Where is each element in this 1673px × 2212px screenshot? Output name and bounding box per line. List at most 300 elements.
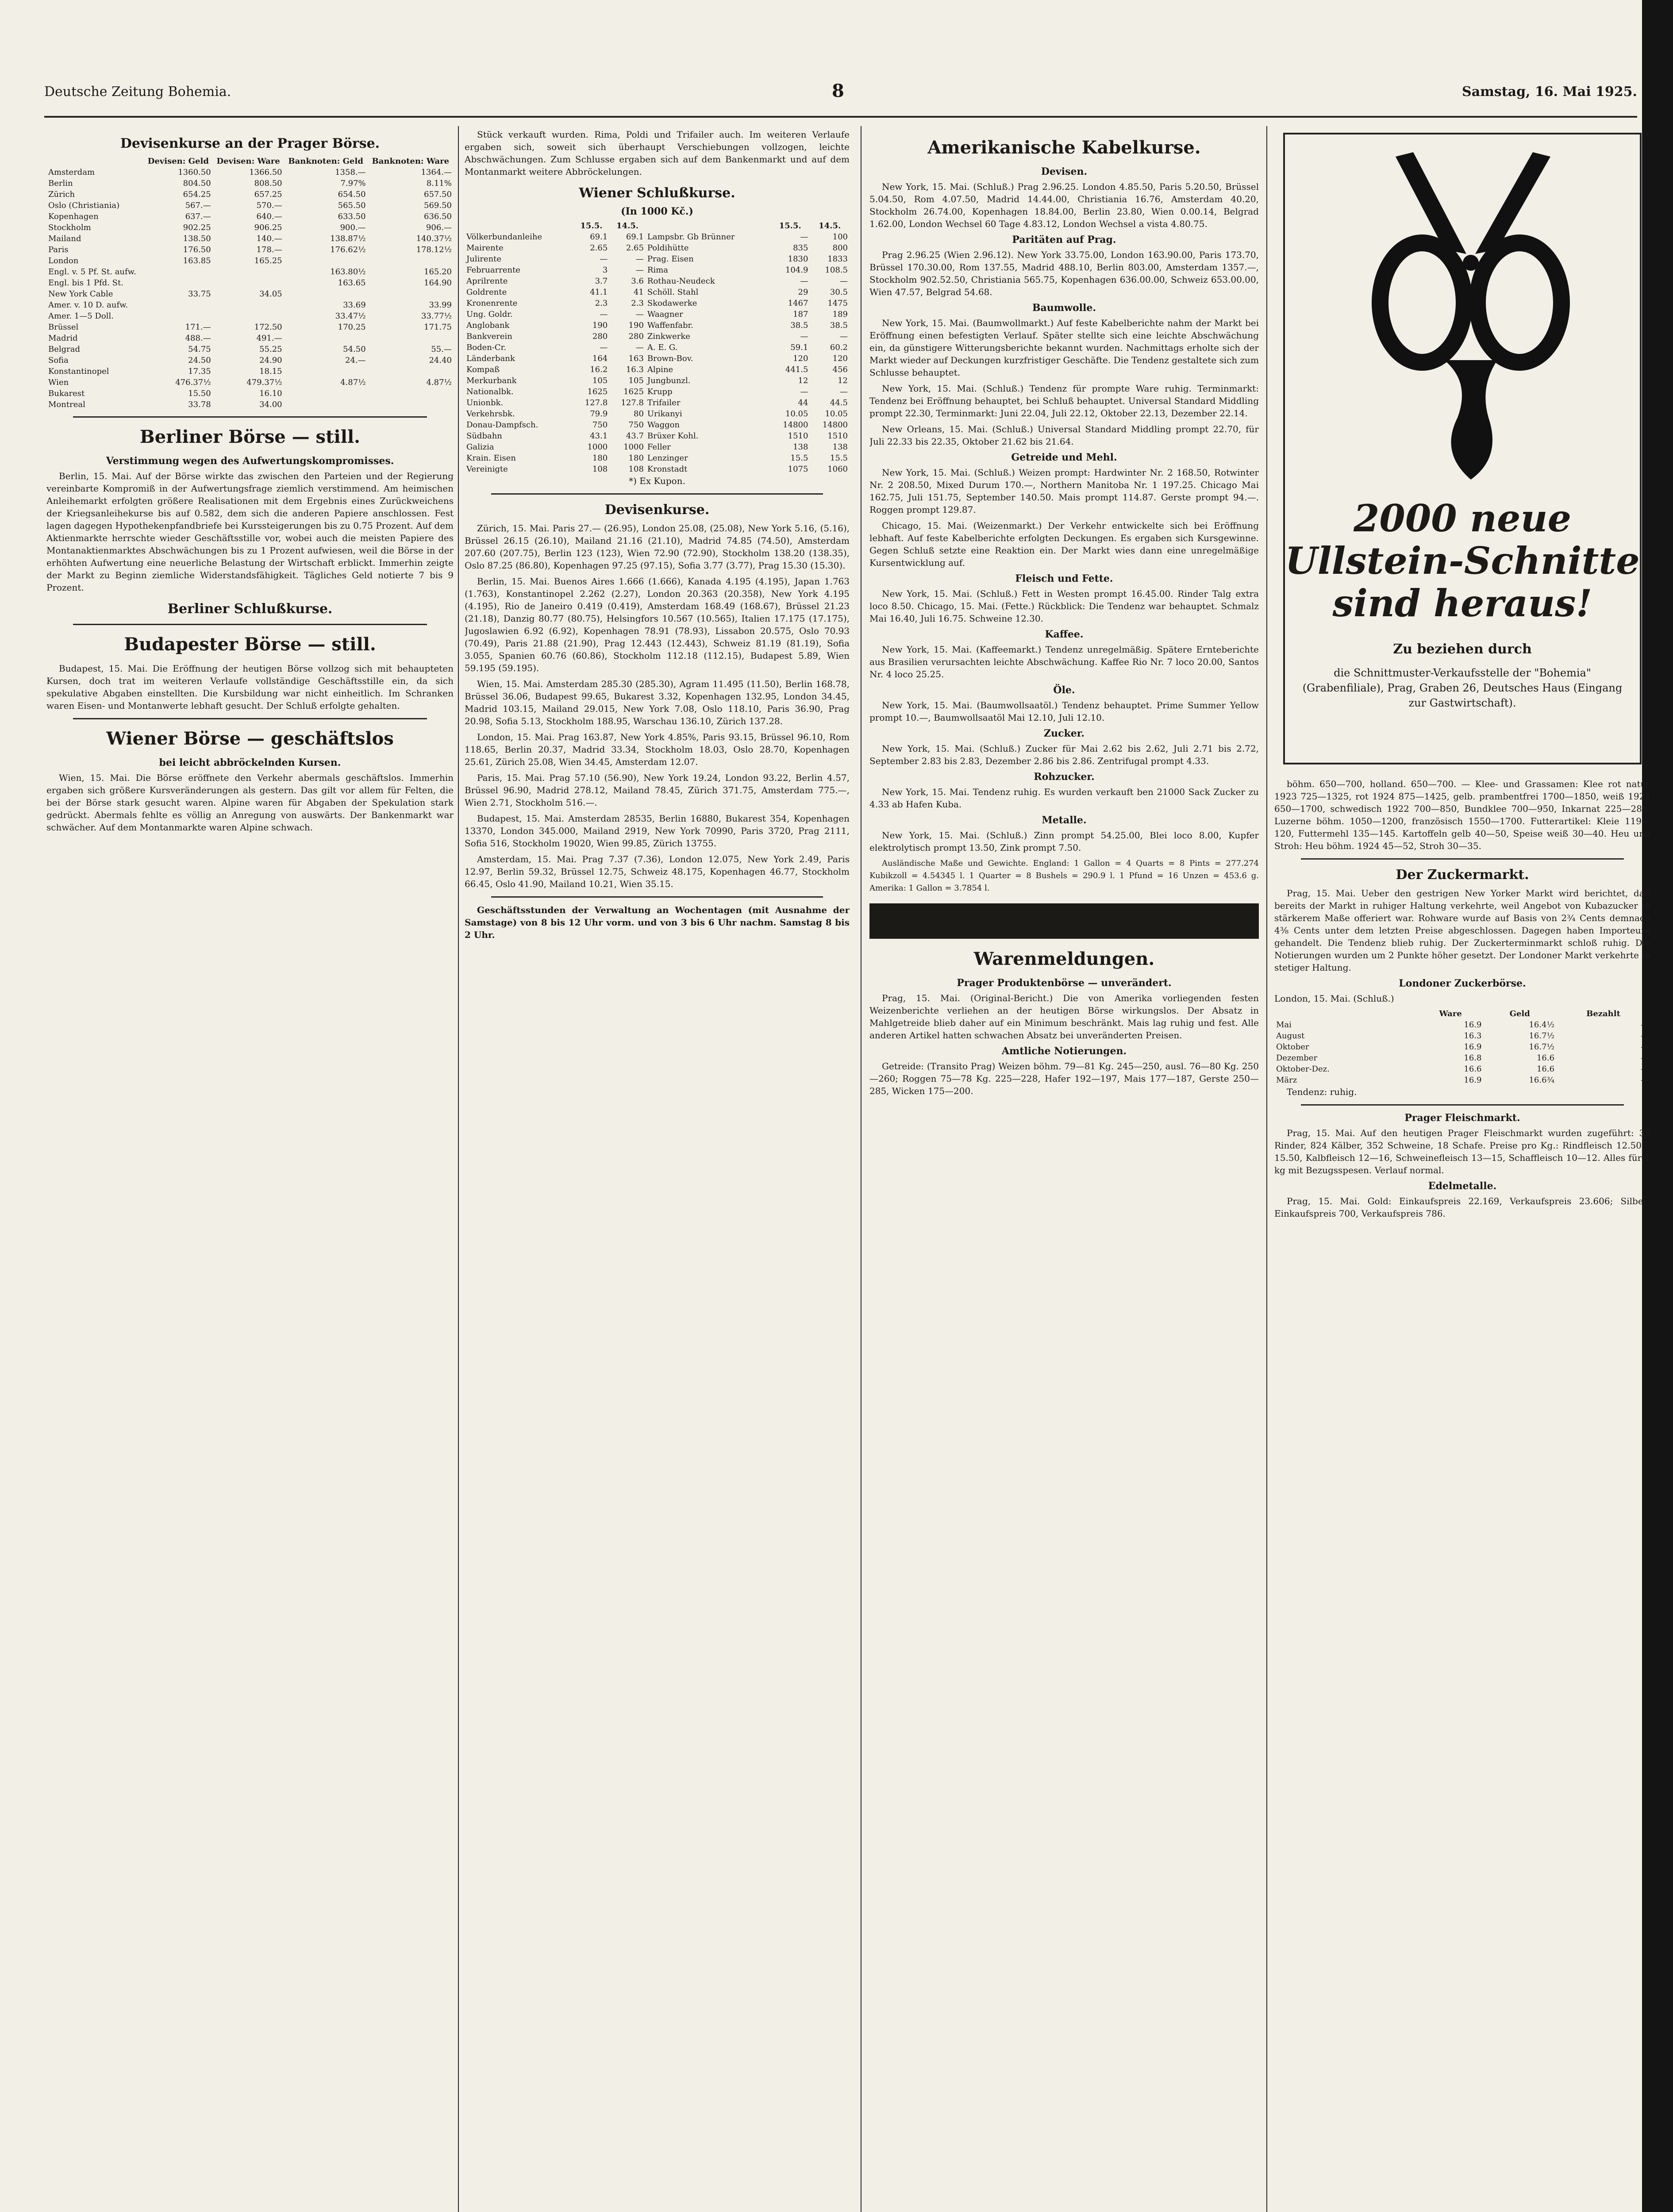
table-cell: —	[840, 332, 848, 341]
table-cell: Amer. v. 10 D. aufw.	[48, 300, 128, 310]
table-cell	[368, 255, 454, 266]
table-row	[1274, 1019, 1650, 1030]
table-cell: 16.2	[590, 365, 608, 374]
table-cell: 1360.50	[178, 168, 211, 177]
table-row	[465, 442, 850, 453]
column-rule-3	[1266, 126, 1267, 2212]
wiener-table	[465, 220, 850, 475]
table-cell: 34.00	[259, 400, 282, 409]
table-cell: 750	[628, 420, 644, 430]
table-row	[1274, 1064, 1650, 1075]
table-cell: 16.9	[1464, 1020, 1482, 1029]
table-header-cell: Bezahlt	[1586, 1009, 1620, 1018]
zuckermarkt-text: Prag, 15. Mai. Ueber den gestrigen New Yorker Markt wird berichtet, daß bereits der Markt in ruhiger Haltung verkehrte, weil Angebot von Kubazucker in stärkerem Maße offeriert war. Rohware wurde auf Basis von 2¾ Cents demnach 4⅜ Cents unter dem letzten Preise abgeschlossen. Dagegen haben Importeure gehandelt. Die Tendenz blieb ruhig. Der Zuckerterminmarkt schloß ruhig. Die Notierungen wurden um 2 Punkte höher gesetzt. Der Londoner Markt verkehrte in stetiger Haltung.	[1274, 888, 1650, 973]
table-cell: Poldihütte	[647, 243, 689, 253]
table-cell: 80	[634, 409, 644, 419]
table-cell: 172.50	[254, 323, 282, 332]
grain-text: New York, 15. Mai. (Schluß.) Weizen prompt: Hardwinter Nr. 2 168.50, Rotwinter Nr. 2 208.50, Mixed Durum 170.—, Northern Manitoba Nr. 1 197.25. Chicago Mai 162.75, Juli 151.75, September 140.50. Mais prompt 114.87. Gerste prompt 94.—. Roggen prompt 129.87.	[869, 467, 1259, 515]
table-cell: Konstantinopel	[48, 367, 109, 376]
table-header-cell: Banknoten: Ware	[372, 157, 450, 166]
devisen2-heading: Devisenkurse.	[604, 502, 710, 518]
table-cell: 15.5	[790, 453, 808, 463]
measures-text: Ausländische Maße und Gewichte. England: 1 Gallon = 4 Quarts = 8 Pints = 277.274 Kubikzoll = 4.54345 l. 1 Quarter = 8 Bushels = 290.9 l. 1 Pfund = 16 Unzen = 453.6 g. Amerika: 1 Gallon = 3.7854 l.	[869, 859, 1259, 893]
table-cell: 1475	[827, 299, 848, 308]
table-cell: 34.05	[259, 289, 282, 299]
table-row	[1274, 1075, 1650, 1086]
table-row	[46, 333, 454, 344]
table-cell: 1833	[827, 254, 848, 264]
table-cell: Brüssel	[48, 323, 79, 332]
table-cell: 33.75	[188, 289, 211, 299]
table-cell: 900.—	[340, 223, 366, 232]
table-header-cell: Ware	[1439, 1009, 1462, 1018]
wien-heading: Wiener Börse — geschäftslos	[106, 728, 394, 749]
table-cell: 3.7	[595, 276, 608, 286]
table-cell: 1364.—	[421, 168, 452, 177]
table-cell	[213, 266, 284, 277]
table-cell: 163.80½	[330, 267, 366, 276]
table-cell	[144, 300, 213, 311]
table-cell: 1625	[587, 387, 608, 396]
table-cell: 108.5	[825, 265, 848, 275]
table-row	[465, 298, 850, 309]
paris-rates: Paris, 15. Mai. Prag 57.10 (56.90), New York 19.24, London 93.22, Berlin 4.57, Brüssel 96.90, Madrid 278.12, Mailand 78.45, Zürich 371.75, Amsterdam 775.—, Wien 2.71, Stockholm 516.—.	[465, 772, 850, 808]
table-cell: 906.—	[426, 223, 452, 232]
table-cell: 570.—	[256, 201, 282, 210]
berlin-subheading: Verstimmung wegen des Aufwertungskompromisses.	[106, 455, 394, 467]
table-cell: Mai	[1276, 1020, 1292, 1029]
table-row	[465, 419, 850, 430]
table-row	[46, 322, 454, 333]
table-row	[46, 200, 454, 211]
table-cell: Südbahn	[466, 431, 502, 441]
london-rates: London, 15. Mai. Prag 163.87, New York 4.85%, Paris 93.15, Brüssel 96.10, Rom 118.65, Berlin 20.37, Madrid 33.34, Stockholm 18.03, Oslo 28.70, Kopenhagen 25.61, Zürich 25.08, Wien 34.45, Amsterdam 12.07.	[465, 732, 850, 767]
table-cell: 163.85	[183, 256, 211, 265]
column-2	[465, 128, 850, 2212]
table-cell: 190	[592, 321, 608, 330]
table-cell: 176.50	[183, 245, 211, 254]
divider	[73, 416, 427, 418]
london-sugar-table	[1274, 1008, 1650, 1086]
table-cell	[368, 366, 454, 377]
table-header-cell: Devisen: Ware	[216, 157, 280, 166]
table-cell: 108	[592, 465, 608, 474]
newspaper-header	[44, 81, 1637, 111]
table-cell: 59.1	[790, 343, 808, 352]
table-cell: —	[800, 332, 808, 341]
table-cell: Februarrente	[466, 265, 520, 275]
table-cell: Alpine	[647, 365, 673, 374]
table-cell: 189	[832, 310, 848, 319]
table-cell: 15.5	[830, 453, 848, 463]
table-cell: 902.25	[183, 223, 211, 232]
zuckermarkt-heading: Der Zuckermarkt.	[1396, 867, 1529, 883]
table-cell: 41.1	[590, 288, 608, 297]
table-cell: 38.5	[830, 321, 848, 330]
table-cell: Kronstadt	[647, 465, 688, 474]
table-row	[46, 311, 454, 322]
oil-heading: Öle.	[1053, 684, 1075, 696]
ad-subline: Zu beziehen durch	[1393, 641, 1532, 657]
table-cell: 479.37½	[246, 378, 282, 387]
table-cell: 33.99	[429, 300, 452, 310]
divider	[73, 718, 427, 719]
table-cell: 180	[628, 453, 644, 463]
wiener-subheading: (In 1000 Kč.)	[621, 206, 693, 217]
table-cell: 804.50	[183, 179, 211, 188]
berlin-heading: Berliner Börse — still.	[139, 426, 361, 447]
table-row	[1274, 1030, 1650, 1041]
table-cell: Unionbk.	[466, 398, 504, 407]
table-cell: 906.25	[254, 223, 282, 232]
official-notes-heading: Amtliche Notierungen.	[1001, 1045, 1127, 1057]
table-cell: Oslo (Christiania)	[48, 201, 120, 210]
table-cell: 33.47½	[335, 311, 366, 321]
table-cell: 105	[628, 376, 644, 385]
table-cell: 16.9	[1464, 1075, 1482, 1085]
table-cell: —	[1641, 1031, 1649, 1041]
table-cell: 16.4½	[1529, 1020, 1555, 1029]
table-cell: 17.35	[188, 367, 211, 376]
table-cell: Trifailer	[647, 398, 681, 407]
table-cell: 1467	[788, 299, 808, 308]
chicago-text: Chicago, 15. Mai. (Weizenmarkt.) Der Verkehr entwickelte sich bei Eröffnung lebhaft. Auf feste Kabelberichte erfolgten Deckungen. Es ergaben sich Kursgewinne. Gegen Schluß setzte eine Reaktion ein. Der Markt wies dann eine unregelmäßige Kursentwicklung auf.	[869, 520, 1259, 568]
table-cell: Vereinigte	[466, 465, 508, 474]
table-cell: 16.6	[1464, 1064, 1482, 1074]
table-cell: 1625	[623, 387, 644, 396]
table-cell: 16.3	[626, 365, 644, 374]
column-3	[869, 128, 1259, 2212]
table-cell: 163.65	[338, 278, 366, 288]
table-cell: 800	[832, 243, 848, 253]
table-cell: 43.7	[626, 431, 644, 441]
table-cell: Krupp	[647, 387, 673, 396]
table-cell: 1000	[623, 442, 644, 452]
table-cell: 120	[832, 354, 848, 363]
table-cell: 104.9	[785, 265, 808, 275]
table-cell: Krain. Eisen	[466, 453, 516, 463]
table-cell: 79.9	[590, 409, 608, 419]
ad-headline-line-1: 2000 neue	[1353, 496, 1572, 540]
table-cell: 10.05	[785, 409, 808, 419]
table-cell: 441.5	[785, 365, 808, 374]
table-cell: 30.5	[830, 288, 848, 297]
table-row	[46, 288, 454, 300]
table-cell: 2.3	[595, 299, 608, 308]
table-cell: 2.65	[626, 243, 644, 253]
table-cell: Waffenfabr.	[647, 321, 693, 330]
table-cell: 16.10	[259, 389, 282, 398]
table-row	[465, 464, 850, 475]
table-cell: 140.37½	[416, 234, 452, 243]
table-cell: 171.—	[185, 323, 211, 332]
waren-heading: Warenmeldungen.	[973, 949, 1155, 969]
amsterdam-rates: Amsterdam, 15. Mai. Prag 7.37 (7.36), London 12.075, New York 2.49, Paris 12.97, Berlin 59.32, Brüssel 12.75, Schweiz 48.175, Kopenhagen 46.77, Stockholm 66.45, Oslo 41.90, Mailand 10.21, Wien 35.15.	[465, 854, 850, 889]
table-cell: 55.25	[259, 345, 282, 354]
table-row	[46, 399, 454, 410]
fleischmarkt-text: Prag, 15. Mai. Auf den heutigen Prager Fleischmarkt wurden zugeführt: 35 Rinder, 824 Kälber, 352 Schweine, 18 Schafe. Preise pro Kg.: Rindfleisch 12.50—15.50, Kalbfleisch 12—16, Schweinefleisch 13—15, Schaffleisch 10—12. Alles für 1 kg mit Bezugsspesen. Verlauf normal.	[1274, 1128, 1650, 1175]
table-cell	[284, 288, 368, 300]
cotton-close: New York, 15. Mai. (Schluß.) Tendenz für prompte Ware ruhig. Terminmarkt: Tendenz bei Eröffnung behauptet, bei Schluß behauptet. Universal Standard Middling prompt 22.30, Terminmarkt: Juni 22.04, Juli 22.12, Oktober 22.13, Dezember 22.14.	[869, 383, 1259, 419]
table-cell	[368, 399, 454, 410]
table-cell: —	[840, 276, 848, 286]
table-cell: Sofia	[48, 356, 69, 365]
table-row	[465, 265, 850, 276]
column-1	[46, 128, 454, 2212]
table-cell: Zürich	[48, 190, 75, 199]
table-cell: A. E. G.	[647, 343, 678, 352]
table-cell: 138.50	[183, 234, 211, 243]
table-cell: 138	[793, 442, 808, 452]
table-row	[465, 276, 850, 287]
rawsugar-heading: Rohzucker.	[1034, 771, 1095, 783]
table-cell: 8.11%	[426, 179, 452, 188]
table-cell: 24.90	[259, 356, 282, 365]
table-cell: Bukarest	[48, 389, 85, 398]
wiener-footnote: *) Ex Kupon.	[629, 476, 685, 486]
table-cell	[284, 399, 368, 410]
table-cell: 60.2	[830, 343, 848, 352]
prager-produkten-heading: Prager Produktenbörse — unverändert.	[957, 977, 1172, 989]
table-cell: 3.6	[631, 276, 644, 286]
table-cell: Bankverein	[466, 332, 512, 341]
ad-body: die Schnittmuster-Verkaufsstelle der "Bohemia" (Grabenfiliale), Prag, Graben 26, Deutsches Haus (Eingang zur Gastwirtschaft).	[1302, 667, 1623, 709]
oil-text: New York, 15. Mai. (Baumwollsaatöl.) Tendenz behauptet. Prime Summer Yellow prompt 10.—, Baumwollsaatöl Mai 12.10, Juli 12.10.	[869, 700, 1259, 723]
table-cell: Galizia	[466, 442, 494, 452]
berlin-article: Berlin, 15. Mai. Auf der Börse wirkte das zwischen den Parteien und der Regierung vereinbarte Kompromiß in der Aufwertungsfrage ziemlich verstimmend. Am heimischen Anleihemarkt erfolgten größere Realisationen mit dem Ergebnis eines Zurückweichens der Kriegsanleihekurse bis auf 0.582, dem sich die anderen Papiere anschlossen. Fest lagen dagegen Hypothekenpfandbriefe bei Kurssteigerungen bis zu 0.75 Prozent. Auf dem Aktienmarkte herrschte wieder Geschäftsstille vor, wobei auch die meisten Papiere des Montanaktienmarktes Abschwächungen bis zu 1 Prozent aufwiesen, weil die Börse in der erhöhten Aufwertung eine neuerliche Belastung der Wirtschaft erblickt. Immerhin zeigte der Markt zu Beginn ziemliche Widerstandsfähigkeit. Tägliches Geld notierte 7 bis 9 Prozent.	[46, 471, 454, 593]
table-cell: 16.7½	[1529, 1031, 1555, 1041]
table-cell: 38.5	[790, 321, 808, 330]
table-cell: 488.—	[185, 334, 211, 343]
meat-heading: Fleisch und Fette.	[1015, 573, 1113, 584]
table-cell: —	[1641, 1020, 1649, 1029]
table-cell	[284, 255, 368, 266]
ad-headline-line-3: sind heraus!	[1332, 581, 1592, 625]
table-cell: Merkurbank	[466, 376, 517, 385]
table-cell: Mailand	[48, 234, 81, 243]
table-row	[465, 320, 850, 331]
table-cell: 491.—	[256, 334, 282, 343]
divider	[73, 624, 427, 625]
table-cell: Stockholm	[48, 223, 91, 232]
edelmetalle-text: Prag, 15. Mai. Gold: Einkaufspreis 22.169, Verkaufspreis 23.606; Silber: Einkaufspreis 700, Verkaufspreis 786.	[1274, 1196, 1650, 1219]
table-cell: —	[1641, 1042, 1649, 1052]
table-row	[46, 211, 454, 222]
table-cell: Anglobank	[466, 321, 510, 330]
cotton-article: New York, 15. Mai. (Baumwollmarkt.) Auf feste Kabelberichte nahm der Markt bei Eröffnung einen befestigten Verlauf. Später stellte sich eine leichte Abschwächung ein, da günstigere Witterungsberichte bekannt wurden. Nachmittags erholte sich der Markt wieder auf Deckungen kurzfristiger Geschäfte. Die Tendenz gestaltete sich zum Schlusse behauptet.	[869, 318, 1259, 378]
table-cell: 55.—	[431, 345, 452, 354]
table-cell: Mairente	[466, 243, 504, 253]
table-cell: 7.97%	[340, 179, 366, 188]
table-header-cell	[646, 220, 770, 231]
table-cell: 12	[798, 376, 808, 385]
table-cell: 567.—	[185, 201, 211, 210]
ullstein-advertisement	[1283, 133, 1642, 764]
table-cell: 16.3	[1464, 1031, 1482, 1041]
orleans-close: New Orleans, 15. Mai. (Schluß.) Universal Standard Middling prompt 22.70, für Juli 22.33 bis 22.35, Oktober 21.62 bis 21.64.	[869, 424, 1259, 447]
table-cell: Donau-Dampfsch.	[466, 420, 538, 430]
table-cell	[284, 366, 368, 377]
table-cell: 54.75	[188, 345, 211, 354]
table-cell: 14800	[822, 420, 848, 430]
table-cell: 4.87½	[340, 378, 366, 387]
table-cell: Montreal	[48, 400, 85, 409]
table-header-cell: 14.5.	[819, 221, 841, 230]
table-cell: Kronenrente	[466, 299, 518, 308]
table-cell: 170.25	[338, 323, 366, 332]
table-row	[46, 222, 454, 233]
table-cell: 456	[832, 365, 848, 374]
table-row	[465, 408, 850, 419]
coffee-text: New York, 15. Mai. (Kaffeemarkt.) Tendenz unregelmäßig. Spätere Ernteberichte aus Brasilien verursachten leichte Abschwächung. Kaffee Rio Nr. 7 loco 20.00, Santos Nr. 4 loco 25.25.	[869, 644, 1259, 680]
table-cell: —	[635, 310, 644, 319]
table-cell: 1510	[827, 431, 848, 441]
table-cell: 187	[793, 310, 808, 319]
divider	[1301, 858, 1624, 860]
table-cell: Ung. Goldr.	[466, 310, 513, 319]
table-cell: Kopenhagen	[48, 212, 99, 221]
table-row	[465, 253, 850, 265]
table-cell: 16.7½	[1529, 1042, 1555, 1052]
table-cell: 44	[798, 398, 808, 407]
table-cell: 16.6	[1536, 1064, 1555, 1074]
ad-headline	[1285, 497, 1640, 625]
table-cell: Urikanyi	[647, 409, 682, 419]
devisen-heading: Devisenkurse an der Prager Börse.	[120, 136, 380, 151]
table-cell: 1060	[827, 465, 848, 474]
table-cell: 171.75	[424, 323, 452, 332]
table-row	[465, 353, 850, 364]
table-cell: Goldrente	[466, 288, 507, 297]
table-cell: 16.9	[1464, 1042, 1482, 1052]
table-header-cell: 15.5.	[779, 221, 801, 230]
table-cell	[368, 288, 454, 300]
table-cell: 3	[602, 265, 608, 275]
table-cell: Dezember	[1276, 1053, 1318, 1063]
table-cell: Zinkwerke	[647, 332, 690, 341]
table-cell: —	[800, 387, 808, 396]
table-cell	[368, 388, 454, 399]
table-cell: Waagner	[647, 310, 683, 319]
table-row	[46, 255, 454, 266]
table-cell: Berlin	[48, 179, 73, 188]
table-cell: 657.50	[424, 190, 452, 199]
rawsugar-text: New York, 15. Mai. Tendenz ruhig. Es wurden verkauft ben 21000 Sack Zucker zu 4.33 ab Hafen Kuba.	[869, 787, 1259, 810]
table-cell: Rothau-Neudeck	[647, 276, 715, 286]
table-cell: 640.—	[256, 212, 282, 221]
table-row	[46, 233, 454, 244]
table-cell: —	[600, 343, 608, 352]
fleischmarkt-heading: Prager Fleischmarkt.	[1404, 1112, 1520, 1124]
table-cell: Paris	[48, 245, 69, 254]
table-cell: Völkerbundanleihe	[466, 232, 542, 242]
table-cell	[213, 300, 284, 311]
table-cell: Kompaß	[466, 365, 500, 374]
table-cell: 808.50	[254, 179, 282, 188]
budapest-rates: Budapest, 15. Mai. Amsterdam 28535, Berlin 16880, Bukarest 354, Kopenhagen 13370, London 345.000, Mailand 2919, New York 70990, Paris 3720, Prag 2111, Sofia 516, Stockholm 19020, Wien 99.85, Zürich 13755.	[465, 813, 850, 849]
table-cell: 565.50	[338, 201, 366, 210]
table-cell	[213, 311, 284, 322]
wien-subheading: bei leicht abbröckelnden Kursen.	[159, 757, 341, 768]
table-cell: Skodawerke	[647, 299, 697, 308]
table-cell: Brüxer Kohl.	[647, 431, 699, 441]
table-row	[465, 309, 850, 320]
table-cell: August	[1276, 1031, 1305, 1041]
table-cell: 1510	[788, 431, 808, 441]
table-cell: Jungbunzl.	[647, 376, 691, 385]
official-notes-text: Getreide: (Transito Prag) Weizen böhm. 79—81 Kg. 245—250, ausl. 76—80 Kg. 250—260; Roggen 75—78 Kg. 225—228, Hafer 192—197, Mais 177—187, Gerste 250—285, Wicken 175—200.	[869, 1061, 1259, 1096]
column-4	[1274, 128, 1650, 2212]
table-cell: 24.50	[188, 356, 211, 365]
cotton-heading: Baumwolle.	[1032, 302, 1096, 314]
table-cell: März	[1276, 1075, 1297, 1085]
table-cell: 190	[628, 321, 644, 330]
column-rule-1	[458, 126, 459, 2212]
table-cell: —	[1641, 1064, 1649, 1074]
table-cell: 2.3	[631, 299, 644, 308]
table-cell: Amer. 1—5 Doll.	[48, 311, 114, 321]
table-cell: Engl. bis 1 Pfd. St.	[48, 278, 123, 288]
table-cell: 1358.—	[335, 168, 366, 177]
table-cell: 2.65	[590, 243, 608, 253]
table-cell: Madrid	[48, 334, 78, 343]
table-header-cell: Geld	[1509, 1009, 1530, 1018]
table-cell: Boden-Cr.	[466, 343, 507, 352]
table-row	[46, 300, 454, 311]
table-cell: Oktober-Dez.	[1276, 1064, 1330, 1074]
table-header-cell: Devisen: Geld	[147, 157, 209, 166]
table-cell: 476.37½	[175, 378, 211, 387]
table-row	[46, 377, 454, 388]
table-row	[46, 189, 454, 200]
table-cell	[144, 311, 213, 322]
wien-article: Wien, 15. Mai. Die Börse eröffnete den Verkehr abermals geschäftslos. Immerhin ergaben sich größere Kursveränderungen als gestern. Das gilt vor allem für Felten, die bei der Börse stark gesucht waren. Alpine waren für Abgaben der Spekulation stark gedrückt. Abermals fehlte es völlig an Anregung von auswärts. Der Bankenmarkt war schwächer. Auf dem Montanmarkte waren Alpine schwach.	[46, 772, 454, 833]
seeds-market-text: böhm. 650—700, holland. 650—700. — Klee- und Grassamen: Klee rot natur 1923 725—1325, rot 1924 875—1425, gelb. prambentfrei 1700—1850, weiß 1924 650—1700, schwedisch 1922 700—850, Bundklee 700—950, Inkarnat 225—280, Luzerne böhm. 1050—1200, französisch 1550—1700. Futterartikel: Kleie 119—120, Futtermehl 135—145. Kartoffeln gelb 40—50, Speise weiß 30—40. Heu und Stroh: Heu böhm. 1924 45—52, Stroh 30—35.	[1274, 779, 1650, 851]
table-cell: —	[600, 310, 608, 319]
table-row	[465, 231, 850, 242]
sugar-heading: Zucker.	[1044, 728, 1085, 739]
budapest-article: Budapest, 15. Mai. Die Eröffnung der heutigen Börse vollzog sich mit behaupteten Kursen, doch trat im weiteren Verlaufe vollständige Geschäftsstille ein, da sich spekulative Abgaben einstellten. Die Kursbildung war nicht einheitlich. Im Schranken waren Eisen- und Montanwerte lebhaft gesucht. Der Schluß erfolgte gehalten.	[46, 663, 454, 711]
table-row	[465, 342, 850, 353]
issue-date: Samstag, 16. Mai 1925.	[1462, 84, 1637, 100]
table-cell: Oktober	[1276, 1042, 1309, 1052]
table-cell: 138	[832, 442, 848, 452]
table-cell: 165.20	[424, 267, 452, 276]
meat-text: New York, 15. Mai. (Schluß.) Fett in Westen prompt 16.45.00. Rinder Talg extra loco 8.50. Chicago, 15. Mai. (Fette.) Rückblick: Die Tendenz war behauptet. Schmalz Mai 16.40, Juli 16.75. Schweine 12.30.	[869, 588, 1259, 624]
table-cell: 120	[793, 354, 808, 363]
table-row	[465, 386, 850, 397]
table-cell: —	[800, 276, 808, 286]
table-cell: 280	[592, 332, 608, 341]
edelmetalle-heading: Edelmetalle.	[1428, 1180, 1497, 1192]
table-cell: 176.62½	[330, 245, 366, 254]
table-cell: 165.25	[254, 256, 282, 265]
table-cell: 835	[793, 243, 808, 253]
table-cell: Brown-Bov.	[647, 354, 693, 363]
divider	[1301, 1104, 1624, 1106]
table-row	[465, 331, 850, 342]
table-cell: —	[1641, 1075, 1649, 1085]
table-row	[465, 287, 850, 298]
table-cell: 69.1	[626, 232, 644, 242]
table-cell: Aprilrente	[466, 276, 508, 286]
table-cell: 164	[592, 354, 608, 363]
wien-rates: Wien, 15. Mai. Amsterdam 285.30 (285.30), Agram 11.495 (11.50), Berlin 168.78, Brüssel 36.06, Budapest 99.65, Bukarest 3.32, Kopenhagen 132.95, London 34.45, Madrid 103.15, Mailand 29.015, New York 7.08, Oslo 118.10, Paris 36.90, Prag 20.98, Sofia 5.13, Stockholm 188.95, Warschau 136.10, Zürich 137.28.	[465, 679, 850, 726]
table-header-cell	[46, 156, 144, 167]
table-cell: —	[600, 254, 608, 264]
ad-headline-line-2: Ullstein-Schnitte	[1285, 539, 1640, 583]
table-cell: 569.50	[424, 201, 452, 210]
